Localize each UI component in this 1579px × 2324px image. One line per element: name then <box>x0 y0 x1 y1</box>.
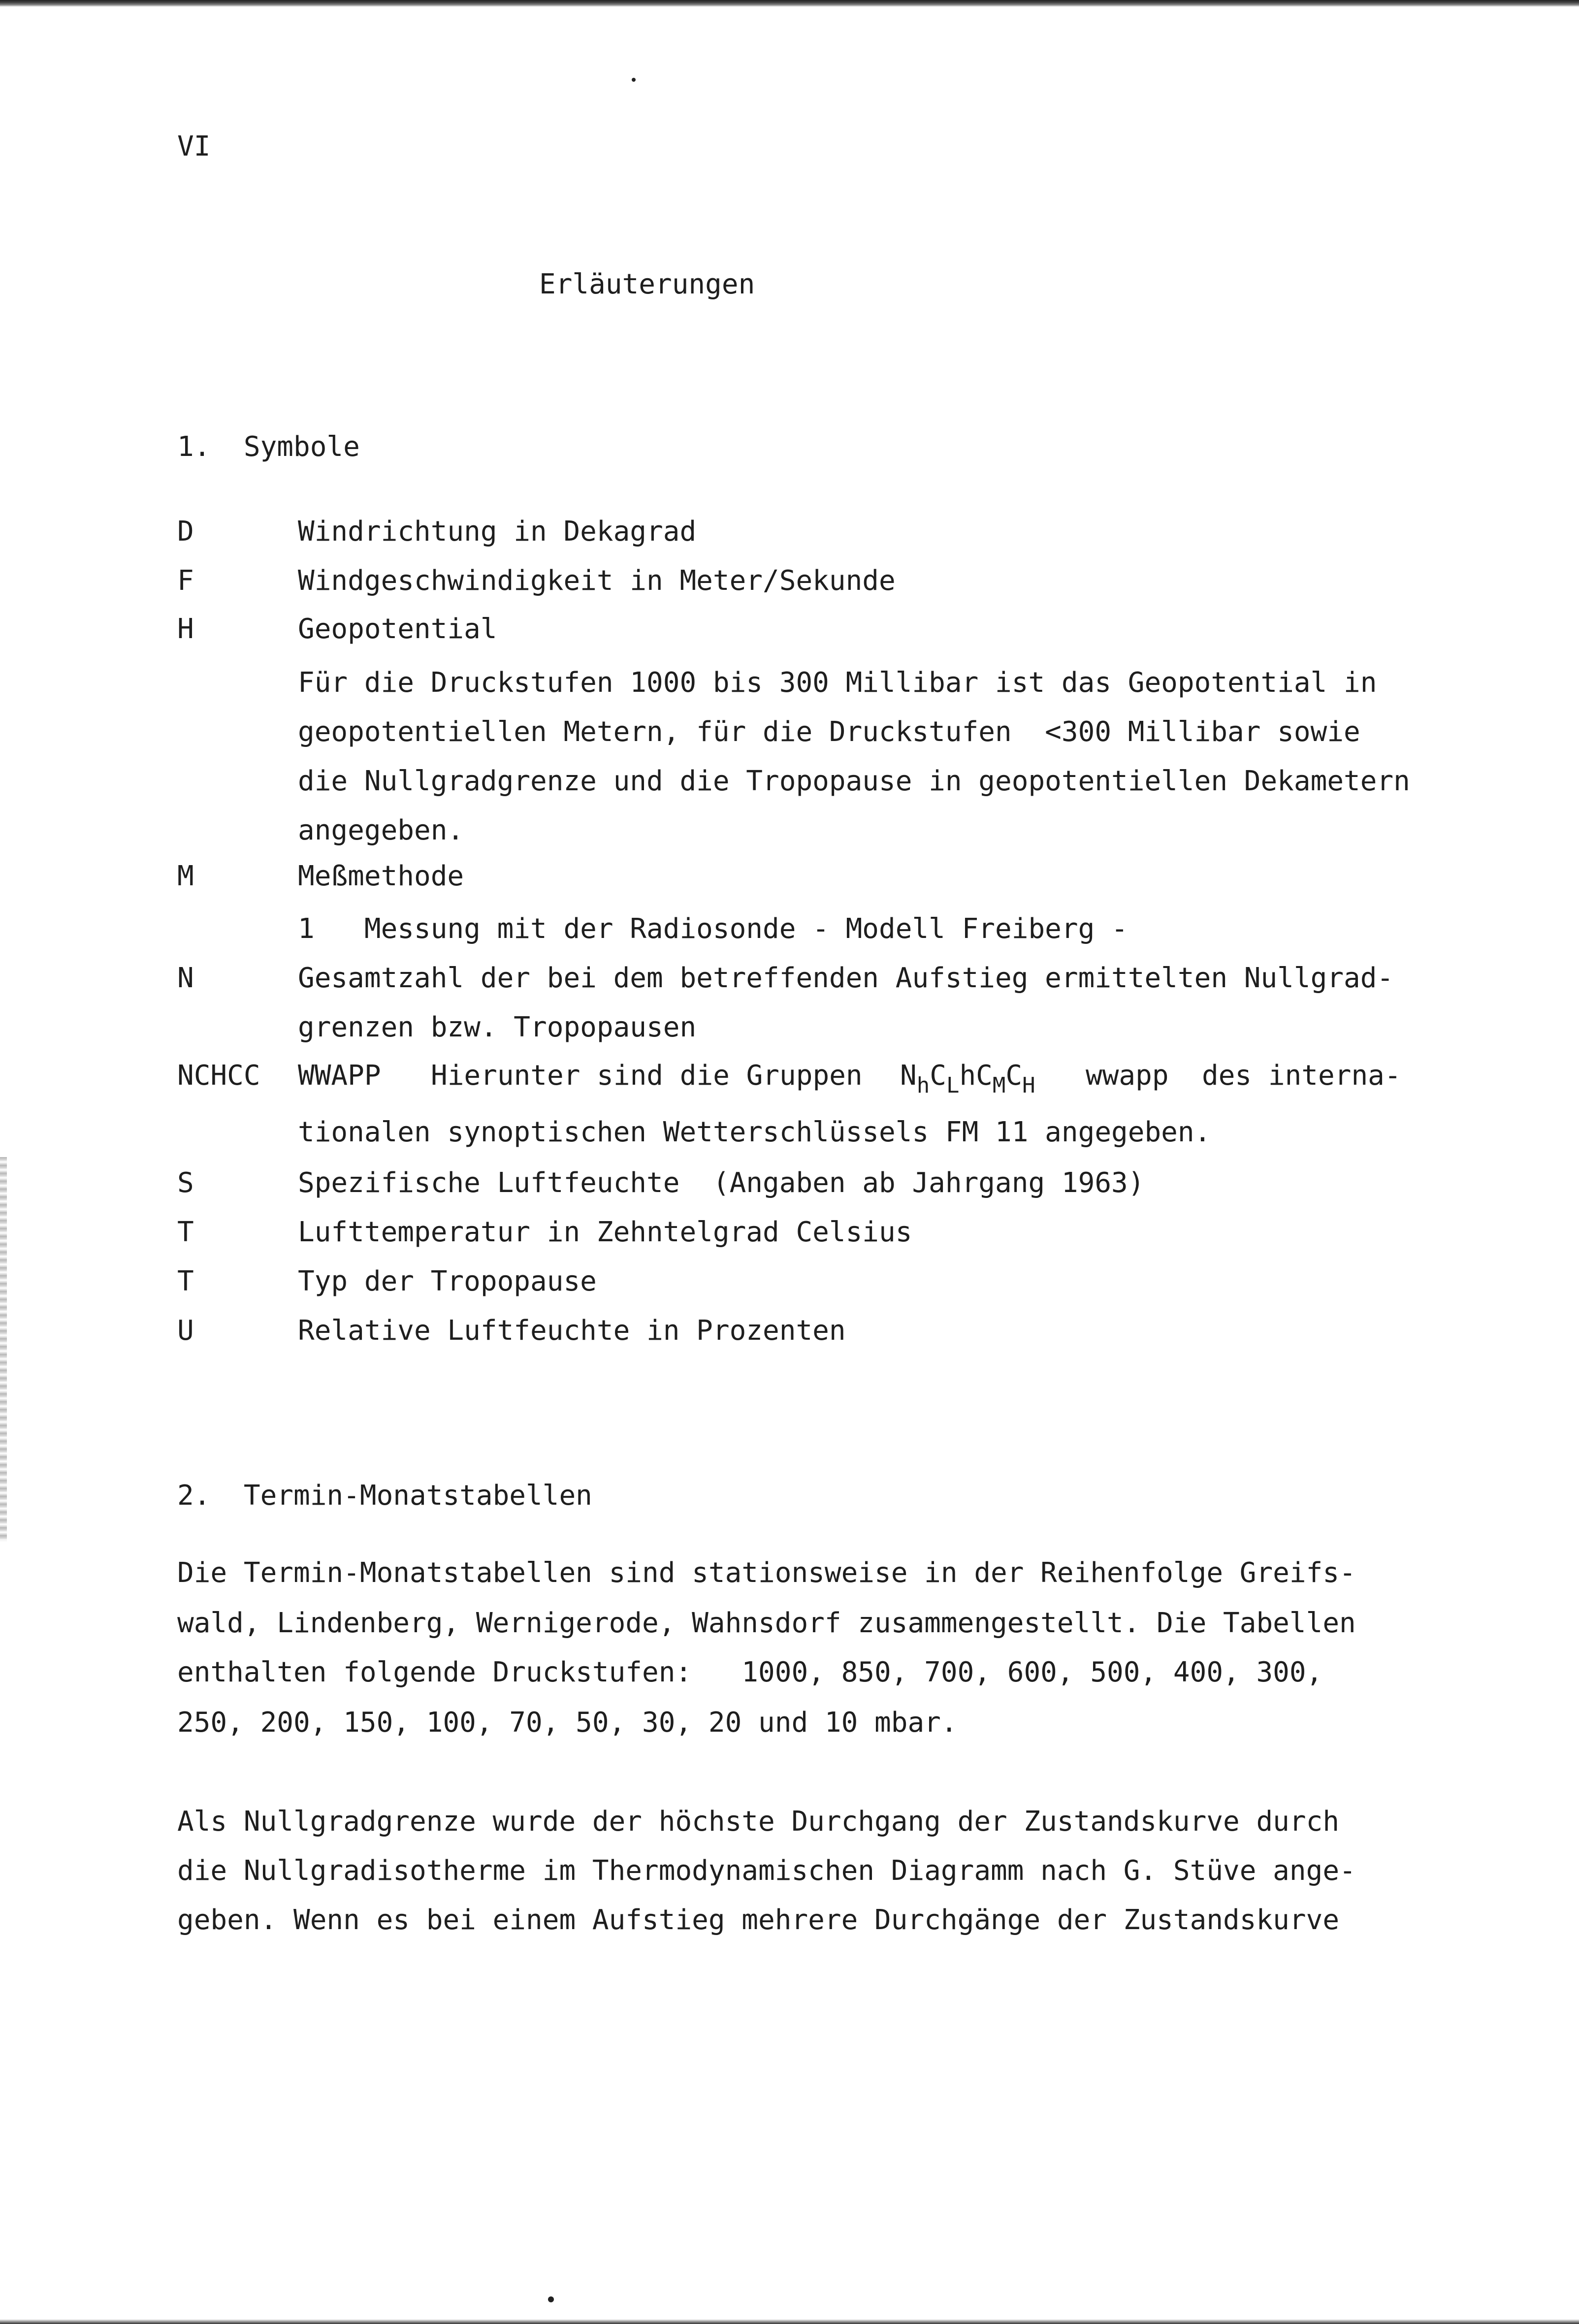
paragraph-line: wald, Lindenberg, Wernigerode, Wahnsdorf zusammengestellt. Die Tabellen <box>177 1607 1356 1639</box>
paragraph-line: 250, 200, 150, 100, 70, 50, 30, 20 und 10 mbar. <box>177 1707 958 1739</box>
symbol-description: Hierunter sind die Gruppen <box>431 1060 863 1092</box>
symbol-description: angegeben. <box>298 814 464 846</box>
symbol-description: Spezifische Luftfeuchte (Angaben ab Jahrgang 1963) <box>298 1167 1145 1199</box>
page-title: Erläuterungen <box>539 268 755 300</box>
symbol-description: Windgeschwindigkeit in Meter/Sekunde <box>298 565 896 597</box>
scan-edge-top <box>0 0 1579 7</box>
symbol-code: N <box>177 962 194 994</box>
symbol-description: 1 Messung mit der Radiosonde - Modell Freiberg - <box>298 913 1128 945</box>
symbol-code: D <box>177 516 194 548</box>
formula-subscript: h <box>916 1073 930 1098</box>
symbol-description: Gesamtzahl der bei dem betreffenden Aufstieg ermittelten Nullgrad- <box>298 962 1394 994</box>
section-heading: 2. Termin-Monatstabellen <box>177 1480 592 1512</box>
symbol-description: Für die Druckstufen 1000 bis 300 Millibar ist das Geopotential in <box>298 667 1377 699</box>
section-heading: 1. Symbole <box>177 431 360 463</box>
formula-letter: h <box>959 1060 976 1092</box>
formula-letter: C <box>1005 1060 1023 1092</box>
symbol-description: Typ der Tropopause <box>298 1265 597 1297</box>
symbol-description: Geopotential <box>298 613 497 645</box>
symbol-code-secondary: WWAPP <box>298 1060 381 1092</box>
formula-subscript: H <box>1022 1073 1035 1098</box>
symbol-code: M <box>177 860 194 892</box>
symbol-code: S <box>177 1167 194 1199</box>
symbol-description: Relative Luftfeuchte in Prozenten <box>298 1315 846 1347</box>
formula-subscript: L <box>946 1073 960 1098</box>
symbol-description: Windrichtung in Dekagrad <box>298 516 697 548</box>
symbol-description: grenzen bzw. Tropopausen <box>298 1011 697 1043</box>
symbol-description: die Nullgradgrenze und die Tropopause in geopotentiellen Dekametern <box>298 765 1410 797</box>
symbol-code: U <box>177 1315 194 1347</box>
formula-subscript: M <box>992 1073 1006 1098</box>
page-number: VI <box>177 130 211 162</box>
formula-letter: C <box>976 1060 993 1092</box>
scan-speck <box>548 2296 554 2302</box>
symbol-code: H <box>177 613 194 645</box>
paragraph-line: enthalten folgende Druckstufen: 1000, 850, 700, 600, 500, 400, 300, <box>177 1656 1323 1688</box>
symbol-description: Meßmethode <box>298 860 464 892</box>
scan-speck <box>632 78 636 82</box>
symbol-code: T <box>177 1216 194 1248</box>
symbol-code: F <box>177 565 194 597</box>
symbol-description: tionalen synoptischen Wetterschlüssels FM 11 angegeben. <box>298 1116 1211 1148</box>
symbol-code: T <box>177 1265 194 1297</box>
code-formula <box>900 1059 1035 1098</box>
scan-edge-bottom <box>0 2319 1579 2324</box>
paragraph-line: die Nullgradisotherme im Thermodynamischen Diagramm nach G. Stüve ange- <box>177 1855 1356 1887</box>
formula-letter: C <box>930 1060 946 1092</box>
symbol-description: wwapp des interna- <box>1086 1060 1401 1092</box>
formula-letter: N <box>900 1060 917 1092</box>
scan-edge-left <box>0 1157 7 1541</box>
symbol-code: NCHCC <box>177 1060 260 1092</box>
symbol-description: geopotentiellen Metern, für die Druckstufen <300 Millibar sowie <box>298 716 1360 748</box>
paragraph-line: Als Nullgradgrenze wurde der höchste Durchgang der Zustandskurve durch <box>177 1806 1340 1838</box>
paragraph-line: Die Termin-Monatstabellen sind stationsweise in der Reihenfolge Greifs- <box>177 1557 1356 1589</box>
symbol-description: Lufttemperatur in Zehntelgrad Celsius <box>298 1216 912 1248</box>
paragraph-line: geben. Wenn es bei einem Aufstieg mehrere Durchgänge der Zustandskurve <box>177 1904 1340 1936</box>
